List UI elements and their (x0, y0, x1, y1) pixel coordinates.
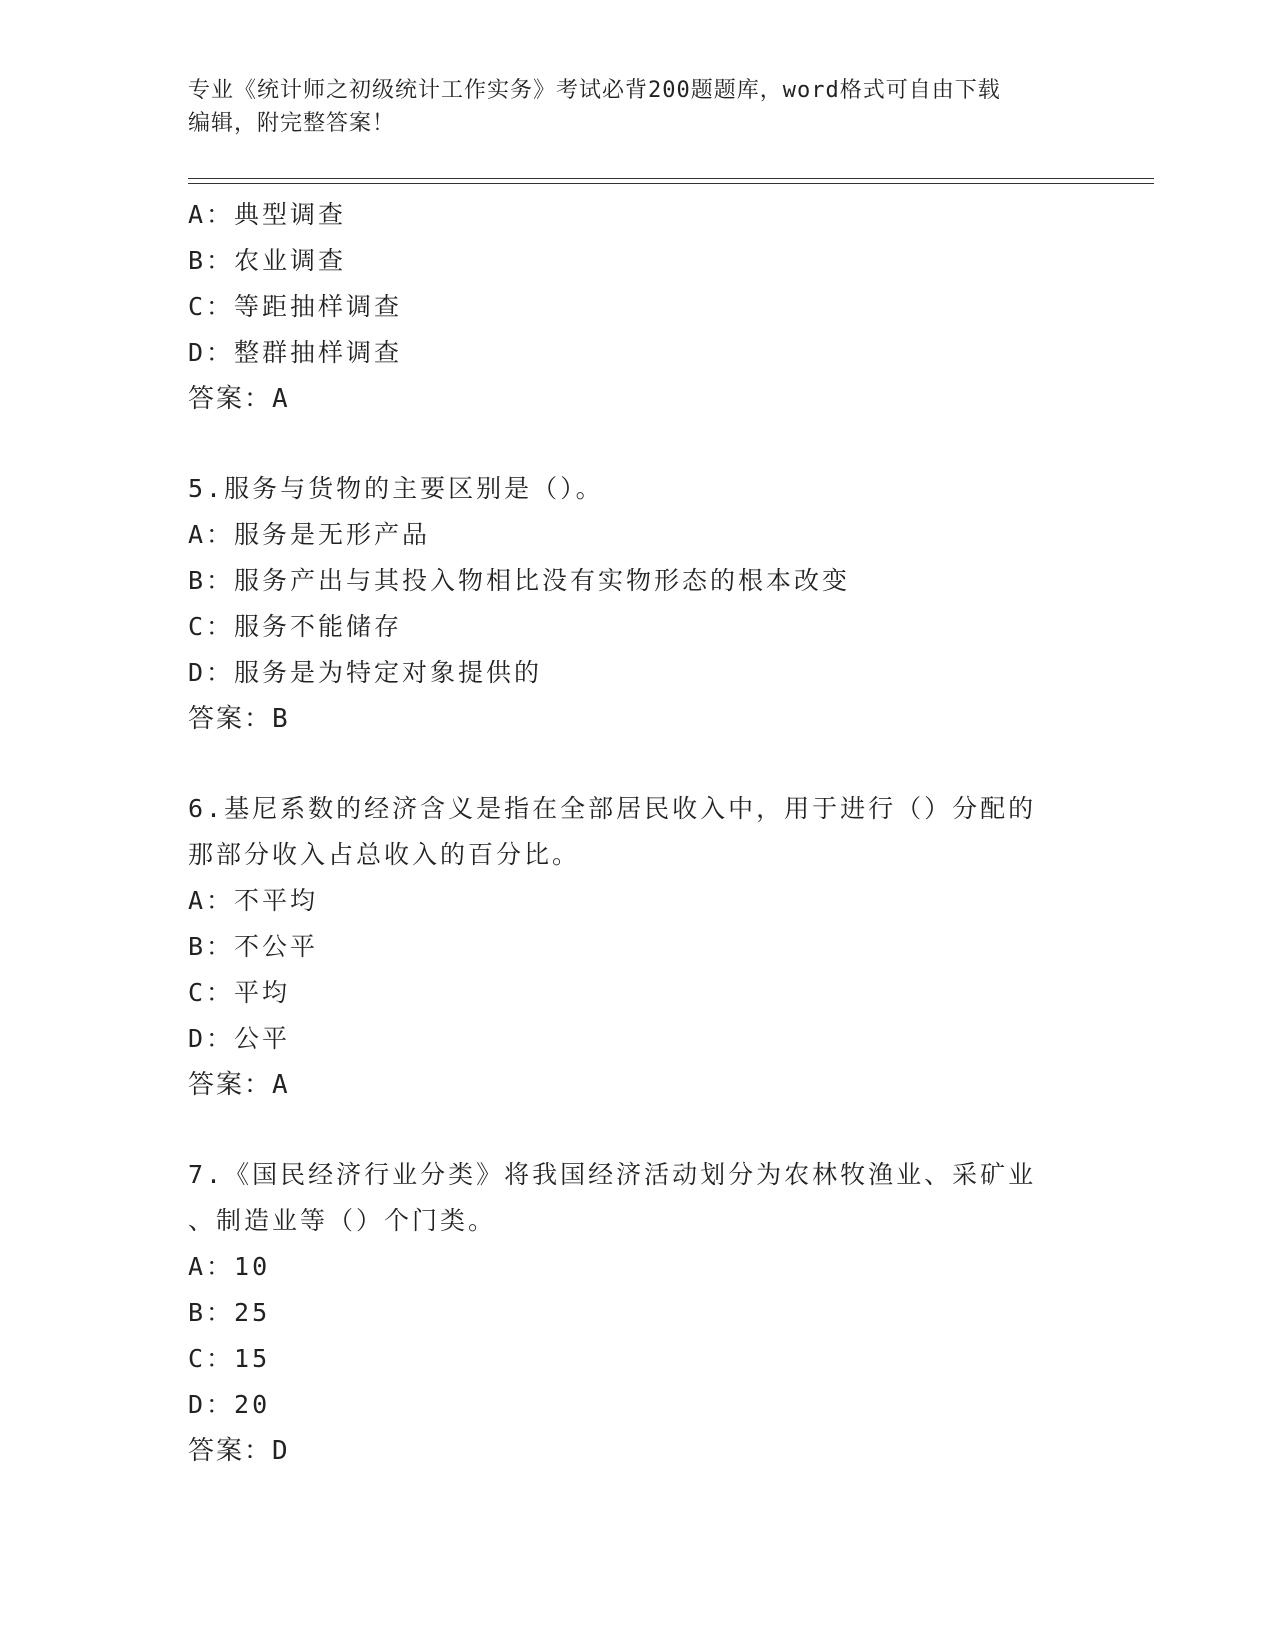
question-text: 5.服务与货物的主要区别是（）。 (188, 474, 604, 503)
question-text-line2: 那部分收入占总收入的百分比。 (188, 840, 581, 869)
question-block-7 (188, 1152, 1088, 1474)
question-block-5 (188, 466, 1088, 742)
question-block-4 (188, 192, 1088, 422)
option-d: D：服务是为特定对象提供的 (188, 658, 543, 687)
option-a: A：不平均 (188, 886, 319, 915)
answer-label: 答案： (188, 704, 273, 734)
header-rule-bottom (188, 183, 1154, 184)
option-c: C：15 (188, 1344, 271, 1373)
document-header (188, 74, 1088, 140)
answer-label: 答案： (188, 1070, 273, 1100)
option-b: B：农业调查 (188, 246, 347, 275)
answer-line (188, 376, 1088, 422)
option-c: C：平均 (188, 978, 291, 1007)
option-c: C：服务不能储存 (188, 612, 403, 641)
option-c: C：等距抽样调查 (188, 292, 403, 321)
answer-value: A (272, 1070, 289, 1100)
option-b: B：服务产出与其投入物相比没有实物形态的根本改变 (188, 566, 851, 595)
question-text-line2: 、制造业等（）个门类。 (188, 1206, 497, 1235)
answer-label: 答案： (188, 1436, 273, 1466)
option-d: D：整群抽样调查 (188, 338, 403, 367)
header-rule-top (188, 178, 1154, 179)
question-list (188, 192, 1088, 1518)
option-a: A：服务是无形产品 (188, 520, 431, 549)
option-a: A：10 (188, 1252, 271, 1281)
question-text-line1: 6.基尼系数的经济含义是指在全部居民收入中，用于进行（）分配的 (188, 794, 1037, 823)
question-text-line1: 7.《国民经济行业分类》将我国经济活动划分为农林牧渔业、采矿业 (188, 1160, 1037, 1189)
answer-value: B (272, 704, 289, 734)
option-b: B：不公平 (188, 932, 319, 961)
answer-line (188, 1062, 1088, 1108)
question-block-6 (188, 786, 1088, 1108)
header-title-line2: 编辑，附完整答案！ (188, 111, 396, 136)
answer-value: D (272, 1436, 289, 1466)
answer-label: 答案： (188, 384, 273, 414)
option-d: D：20 (188, 1390, 271, 1419)
option-b: B：25 (188, 1298, 271, 1327)
header-title-line1: 专业《统计师之初级统计工作实务》考试必背200题题库，word格式可自由下载 (188, 78, 1001, 103)
answer-line (188, 696, 1088, 742)
answer-value: A (272, 384, 289, 414)
option-d: D：公平 (188, 1024, 291, 1053)
answer-line (188, 1428, 1088, 1474)
option-a: A：典型调查 (188, 200, 347, 229)
